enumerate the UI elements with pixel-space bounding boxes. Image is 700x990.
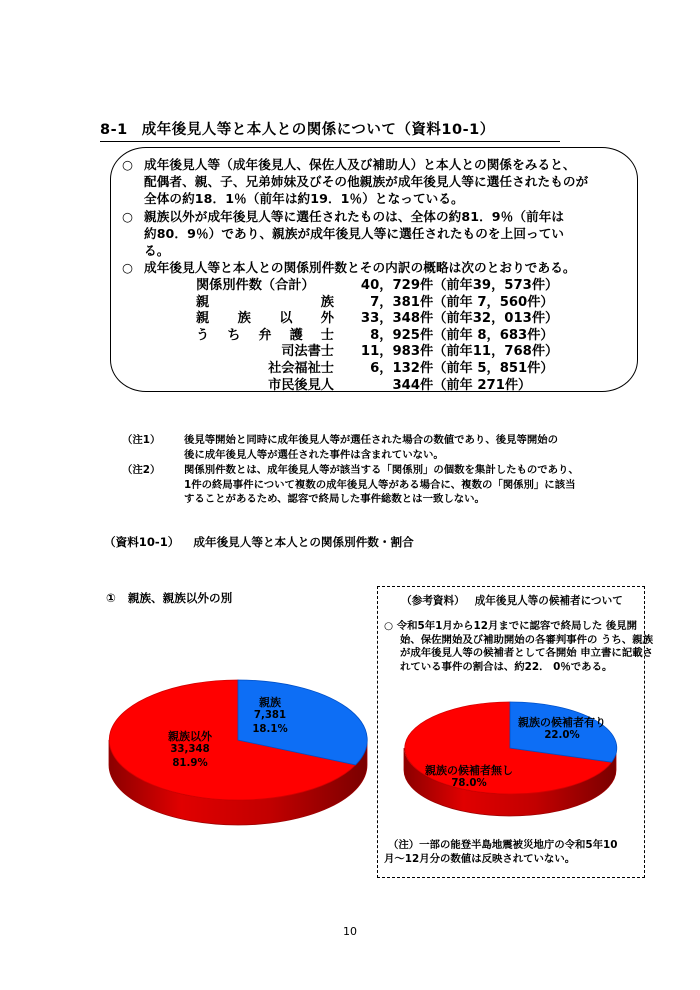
row-previous: （前年11，768件）: [433, 344, 559, 360]
candidate-pie-chart: [396, 694, 624, 824]
figure-caption: [104, 534, 414, 550]
row-value: 33，348: [360, 311, 420, 327]
reference-box-tag: （参考資料）: [401, 595, 465, 607]
row-value: 11，983: [360, 344, 420, 360]
row-label: うち弁護士: [196, 327, 334, 343]
reference-box-note: [384, 838, 638, 867]
table-row: [196, 311, 558, 328]
footnote-tag: （注1）: [122, 434, 161, 446]
row-unit: 件: [420, 344, 434, 360]
row-previous: （前年 271件）: [433, 377, 532, 393]
pie-label-value: 33,348: [170, 744, 210, 756]
bullet-line: 全体の約18．1％（前年は約19．1％）となっている。: [144, 191, 464, 207]
table-row: [196, 344, 558, 361]
row-previous: （前年 7，560件）: [433, 294, 554, 310]
bullet-line: 成年後見人等（成年後見人、保佐人及び補助人）と本人との関係をみると、: [144, 157, 576, 172]
pie-label-relative: [222, 696, 318, 736]
page-number: 10: [343, 925, 357, 938]
footnote-line: 関係別件数とは、成年後見人等が該当する「関係別」の個数を集計したものであり、: [184, 464, 579, 477]
reference-box-title-text: 成年後見人等の候補者について: [474, 595, 623, 607]
chart-subheading-text: 親族、親族以外の別: [127, 591, 233, 605]
footnote-body: [184, 463, 632, 507]
figure-caption-number: （資料10-1）: [104, 535, 180, 549]
row-label: 社会福祉士: [268, 360, 334, 376]
row-label: 市民後見人: [268, 377, 334, 393]
reference-box-title: [389, 593, 635, 608]
row-previous: （前年39，573件）: [433, 278, 559, 293]
reference-body-line: 令和5年1月から12月までに認容で終局した: [396, 620, 603, 632]
bullet-line: 約80．9％）であり、親族が成年後見人等に選任されたものを上回ってい: [144, 225, 565, 241]
bullet-marker-icon: ○: [122, 260, 134, 276]
reference-body-line: 後見開始、保佐開始及び補助開始の各審判事件の: [400, 620, 638, 646]
row-previous: （前年32，013件）: [433, 311, 559, 327]
bullet-line: る。: [144, 243, 170, 259]
row-previous: （前年 8，683件）: [433, 327, 554, 343]
footnote-line: 後見等開始と同時に成年後見人等が選任された場合の数値であり、後見等開始の: [184, 434, 559, 446]
page-title-number: 8-1: [100, 122, 128, 138]
pie-label-name: 親族以外: [168, 730, 212, 743]
row-unit: 件: [420, 278, 434, 293]
bullet-line: 成年後見人等と本人との関係別件数とその内訳の概略は次のとおりである。: [144, 260, 576, 276]
pie-label-name: 親族の候補者有り: [518, 716, 606, 729]
pie-label-name: 親族: [259, 696, 281, 709]
pie-label-percent: 22.0%: [544, 730, 580, 742]
reference-body-line: 0％である。: [553, 660, 613, 673]
pie-label-value: 7,381: [253, 710, 287, 722]
footnotes: [122, 433, 632, 508]
row-unit: 件: [420, 377, 434, 393]
row-value: 8，925: [370, 327, 420, 343]
figure-caption-text: 成年後見人等と本人との関係別件数・割合: [193, 535, 414, 549]
bullet-marker-icon: ○: [122, 157, 134, 172]
row-unit: 件: [420, 327, 434, 343]
pie-label-has-candidate: [504, 716, 620, 743]
row-label: 親族以外: [196, 311, 334, 327]
footnote-line: 後に成年後見人等が選任された事件は含まれていない。: [184, 448, 444, 461]
footnote-body: [184, 433, 632, 462]
row-unit: 件: [420, 294, 434, 310]
chart-subheading: [106, 590, 232, 606]
pie-label-no-candidate: [410, 764, 528, 791]
footnote-line: することがあるため、認容で終局した事件総数とは一致しない。: [184, 493, 485, 506]
pie-label-percent: 18.1%: [252, 723, 288, 735]
table-row: [196, 361, 558, 378]
row-unit: 件: [420, 360, 434, 376]
table-row: [196, 378, 558, 395]
pie-label-percent: 81.9%: [172, 757, 208, 769]
reference-box-body: [384, 620, 654, 674]
footnote-tag: （注2）: [122, 464, 161, 477]
footnote: [122, 463, 632, 507]
reference-body-line: 申立書に記載されている事件の割合は、約22．: [400, 647, 653, 673]
row-label: 関係別件数（合計）: [196, 278, 315, 293]
bullet-line: 配偶者、親、子、兄弟姉妹及びその他親族が成年後見人等に選任されたものが: [144, 174, 589, 190]
pie-label-name: 親族の候補者無し: [425, 764, 513, 777]
summary-bullets: [122, 156, 634, 276]
bullet-marker-icon: ○: [384, 620, 394, 632]
row-value: 344: [392, 377, 420, 393]
reference-note-line: （注）一部の能登半島地震被災地庁の令和5年10: [388, 839, 618, 851]
pie-label-percent: 78.0%: [451, 778, 487, 790]
footnote-line: 1件の終局事件について複数の成年後見人等がある場合に、複数の「関係別」に該当: [184, 478, 576, 491]
summary-bullet: [122, 208, 634, 260]
row-value: 7，381: [370, 294, 420, 310]
summary-bullet: [122, 156, 634, 208]
bullet-line: 親族以外が成年後見人等に選任されたものは、全体の約81．9％（前年は: [144, 208, 565, 224]
table-row: [196, 328, 558, 345]
candidate-pie-svg: [396, 694, 624, 824]
reference-note-line: 月〜12月分の数値は反映されていない。: [384, 853, 576, 866]
footnote: [122, 433, 632, 462]
row-label: 司法書士: [281, 344, 334, 360]
table-row: [196, 278, 558, 295]
figures-table: [196, 278, 558, 394]
table-row: [196, 295, 558, 312]
reference-body-line: うち、親族が成年後見人等の候補者として各開始: [400, 633, 653, 660]
row-unit: 件: [420, 311, 434, 327]
page-title-text: 成年後見人等と本人との関係について（資料10-1）: [141, 122, 495, 138]
page-title: [100, 118, 560, 142]
chart-subheading-number: ①: [106, 591, 116, 605]
row-value: 40，729: [360, 278, 420, 293]
summary-bullet: [122, 259, 634, 276]
row-label: 親族: [196, 294, 334, 310]
row-value: 6，132: [370, 360, 420, 376]
bullet-marker-icon: ○: [122, 208, 134, 224]
row-previous: （前年 5，851件）: [433, 360, 554, 376]
